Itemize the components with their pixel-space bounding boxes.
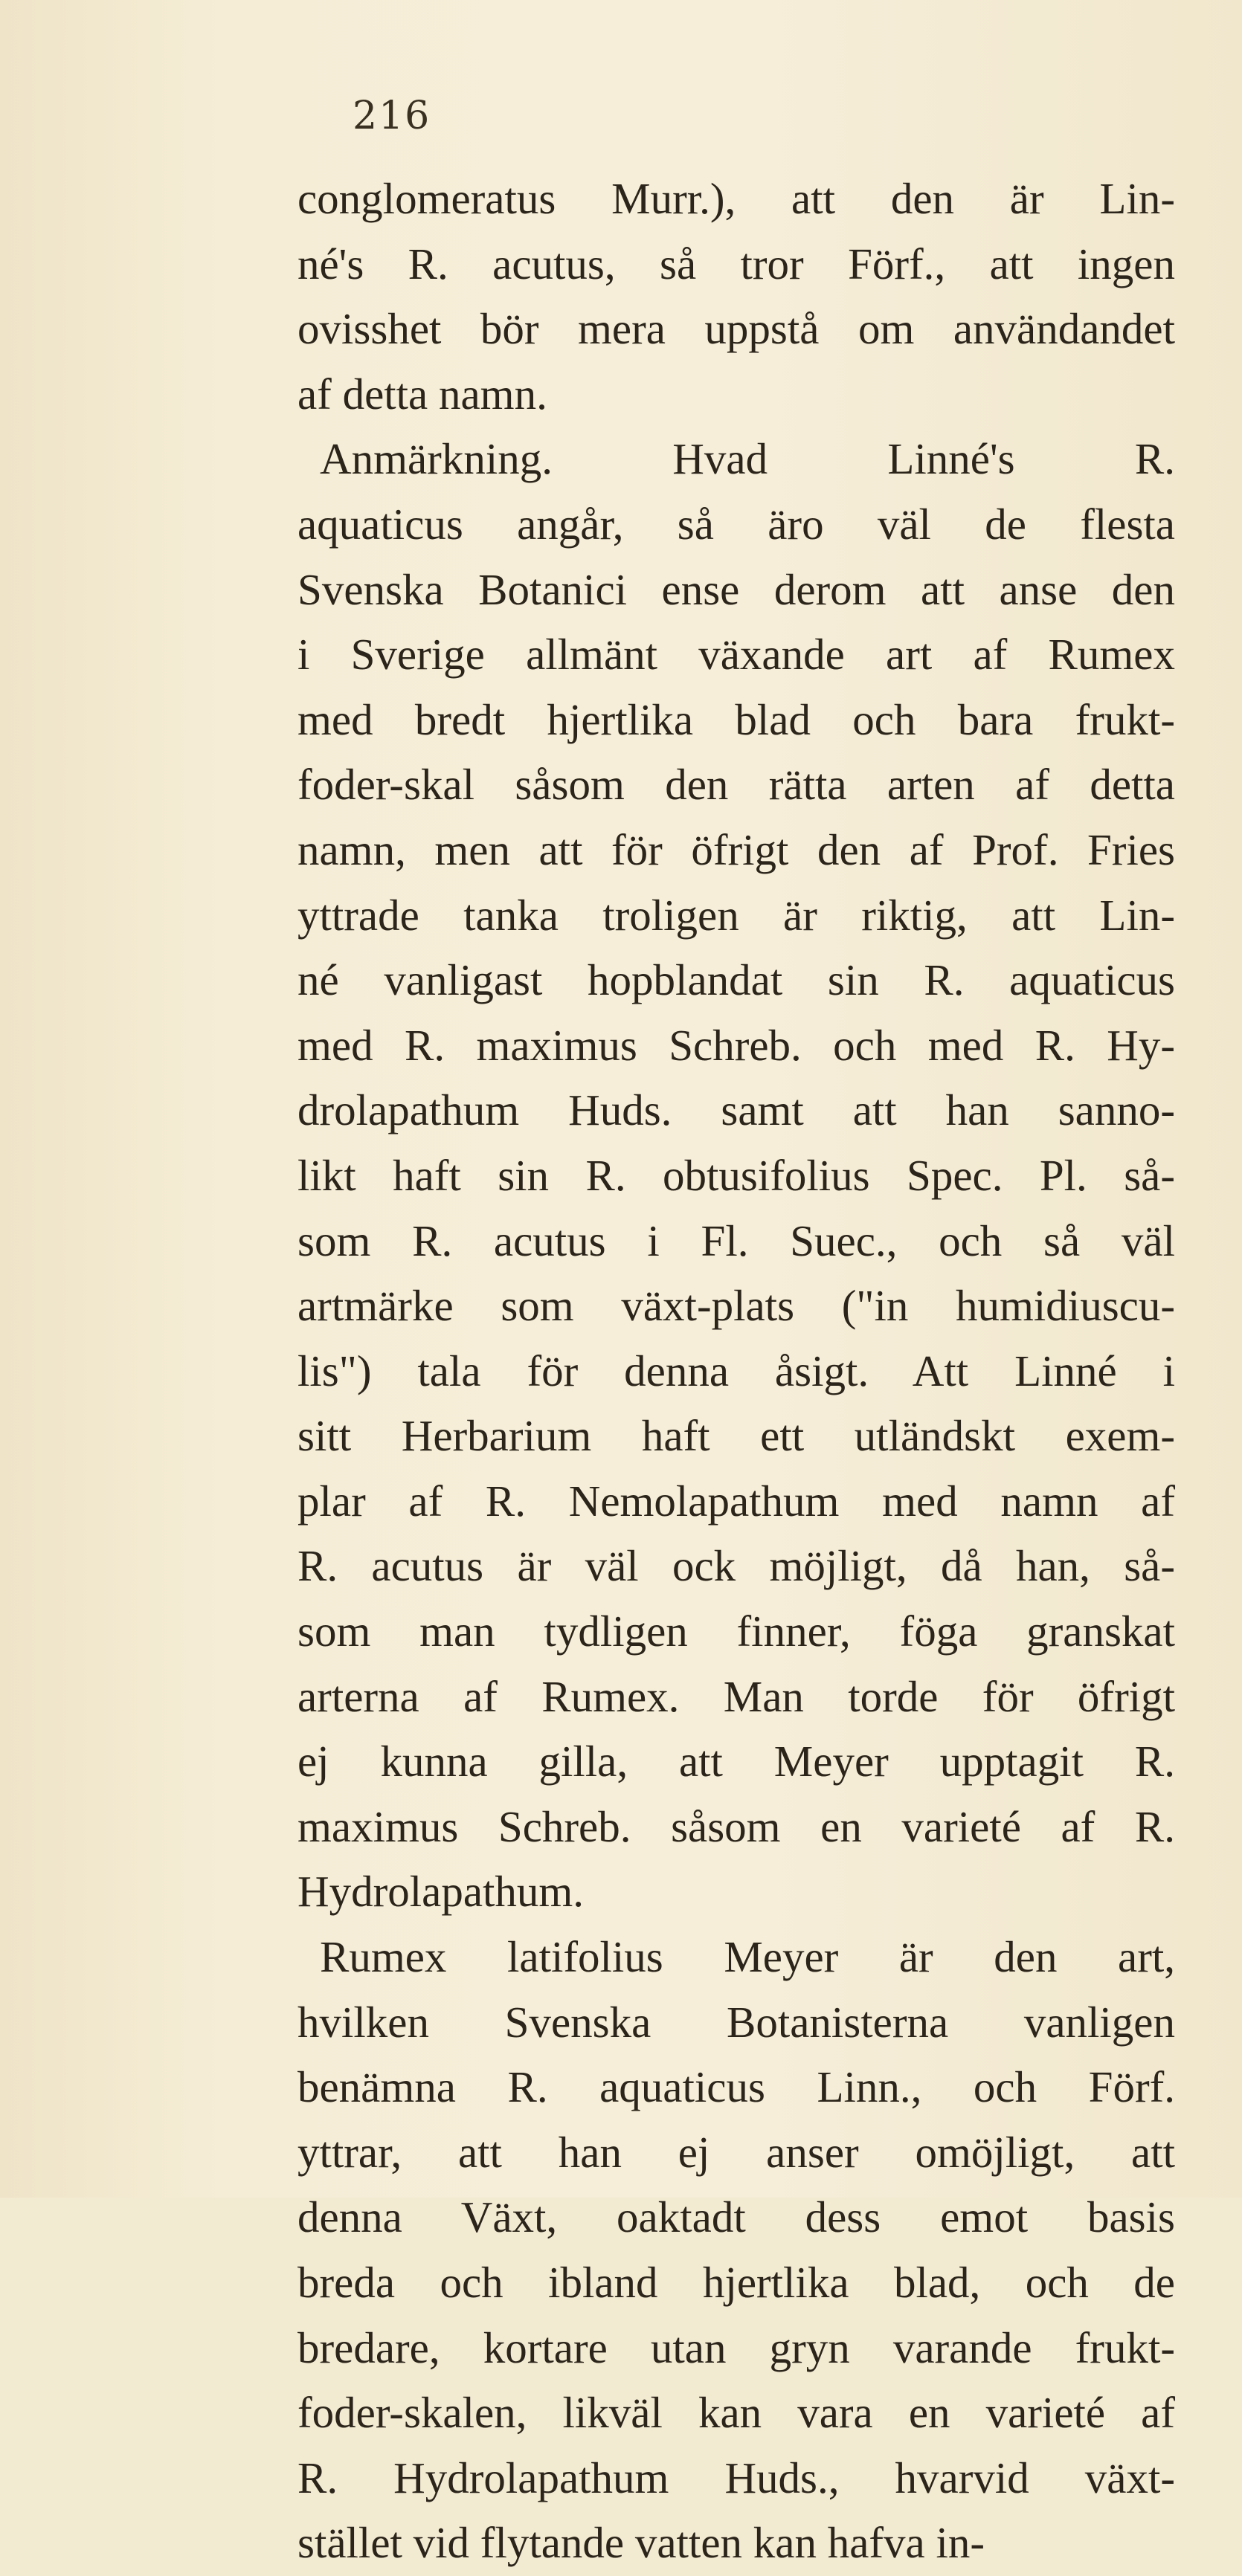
text-line: [297, 883, 1175, 949]
text-line-content: denna Växt, oaktadt dess emot basis: [297, 2192, 1175, 2242]
text-line-content: stället vid flytande vatten kan hafva in-: [297, 2518, 985, 2568]
text-line: [297, 2316, 1175, 2381]
text-line-content: plar af R. Nemolapathum med namn af: [297, 1476, 1175, 1526]
text-line-content: benämna R. aquaticus Linn., och Förf.: [297, 2062, 1175, 2112]
text-line-content: yttrar, att han ej anser omöjligt, att: [297, 2127, 1175, 2177]
text-line: [297, 2511, 1175, 2576]
text-line-content: yttrade tanka troligen är riktig, att Lin-: [297, 890, 1175, 940]
text-line: [297, 818, 1175, 883]
text-line: [297, 1143, 1175, 1209]
text-line: [297, 492, 1175, 558]
text-line: [297, 427, 1175, 492]
text-line-content: som man tydligen finner, föga granskat: [297, 1607, 1175, 1656]
text-line-content: breda och ibland hjertlika blad, och de: [297, 2258, 1175, 2307]
text-line-content: lis") tala för denna åsigt. Att Linné i: [297, 1346, 1175, 1395]
text-line: [297, 752, 1175, 818]
text-line-content: hvilken Svenska Botanisterna vanligen: [297, 1997, 1175, 2047]
text-line: [297, 1078, 1175, 1143]
text-line-content: i Sverige allmänt växande art af Rumex: [297, 630, 1175, 679]
text-line: [297, 1339, 1175, 1404]
text-line: [297, 1274, 1175, 1339]
text-line: [297, 1404, 1175, 1469]
text-line: [297, 232, 1175, 297]
text-line-content: sitt Herbarium haft ett utländskt exem-: [297, 1411, 1175, 1461]
text-line: [297, 297, 1175, 362]
text-line: [297, 1925, 1175, 1990]
text-line: [297, 2055, 1175, 2120]
text-line-content: arterna af Rumex. Man torde för öfrigt: [297, 1671, 1175, 1721]
text-line-content: R. Hydrolapathum Huds., hvarvid växt-: [297, 2453, 1175, 2502]
text-line-content: drolapathum Huds. samt att han sanno-: [297, 1085, 1175, 1135]
text-line-content: maximus Schreb. såsom en varieté af R.: [297, 1801, 1175, 1851]
text-line-content: med bredt hjertlika blad och bara frukt-: [297, 694, 1175, 744]
text-line: [297, 2380, 1175, 2446]
text-line-content: conglomeratus Murr.), att den är Lin-: [297, 174, 1175, 223]
text-line: [297, 1469, 1175, 1534]
text-line-content: Svenska Botanici ense derom att anse den: [297, 564, 1175, 614]
text-line-content: foder-skal såsom den rätta arten af detta: [297, 760, 1175, 810]
text-line-content: som R. acutus i Fl. Suec., och så väl: [297, 1216, 1175, 1265]
text-line-content: Hydrolapathum.: [297, 1867, 585, 1917]
text-line-content: Anmärkning. Hvad Linné's R.: [320, 434, 1175, 484]
text-line: [297, 688, 1175, 753]
text-line: [297, 1729, 1175, 1795]
text-line: [297, 1795, 1175, 1860]
text-line-content: né vanligast hopblandat sin R. aquaticus: [297, 955, 1175, 1005]
text-line-content: bredare, kortare utan gryn varande frukt-: [297, 2322, 1175, 2372]
page-number: 216: [353, 94, 431, 138]
text-line: [297, 2185, 1175, 2250]
text-line: [297, 558, 1175, 623]
text-line-content: namn, men att för öfrigt den af Prof. Fries: [297, 824, 1175, 874]
text-line-content: R. acutus är väl ock möjligt, då han, så-: [297, 1541, 1175, 1591]
text-line-content: né's R. acutus, så tror Förf., att ingen: [297, 239, 1175, 288]
text-line: [297, 362, 1175, 427]
text-line: [297, 1990, 1175, 2056]
text-line-content: med R. maximus Schreb. och med R. Hy-: [297, 1020, 1175, 1070]
text-line: [297, 2120, 1175, 2186]
text-line: [297, 2446, 1175, 2511]
text-line-content: ovisshet bör mera uppstå om användandet: [297, 304, 1175, 354]
text-line: [297, 1859, 1175, 1925]
text-line: [297, 1534, 1175, 1599]
body-text: [297, 167, 1175, 2576]
text-line-content: likt haft sin R. obtusifolius Spec. Pl. så-: [297, 1150, 1175, 1200]
text-line: [297, 1665, 1175, 1730]
text-line: [297, 1013, 1175, 1079]
text-line: [297, 167, 1175, 232]
text-line-content: aquaticus angår, så äro väl de flesta: [297, 499, 1175, 549]
text-line: [297, 948, 1175, 1013]
text-line: [297, 622, 1175, 688]
text-line-content: foder-skalen, likväl kan vara en varieté af: [297, 2388, 1175, 2438]
text-line-content: af detta namn.: [297, 369, 547, 419]
text-line-content: ej kunna gilla, att Meyer upptagit R.: [297, 1737, 1175, 1786]
text-line: [297, 2250, 1175, 2316]
text-line: [297, 1599, 1175, 1665]
text-line-content: Rumex latifolius Meyer är den art,: [320, 1932, 1175, 1982]
text-line: [297, 1209, 1175, 1274]
text-line-content: artmärke som växt-plats ("in humidiuscu-: [297, 1281, 1175, 1331]
